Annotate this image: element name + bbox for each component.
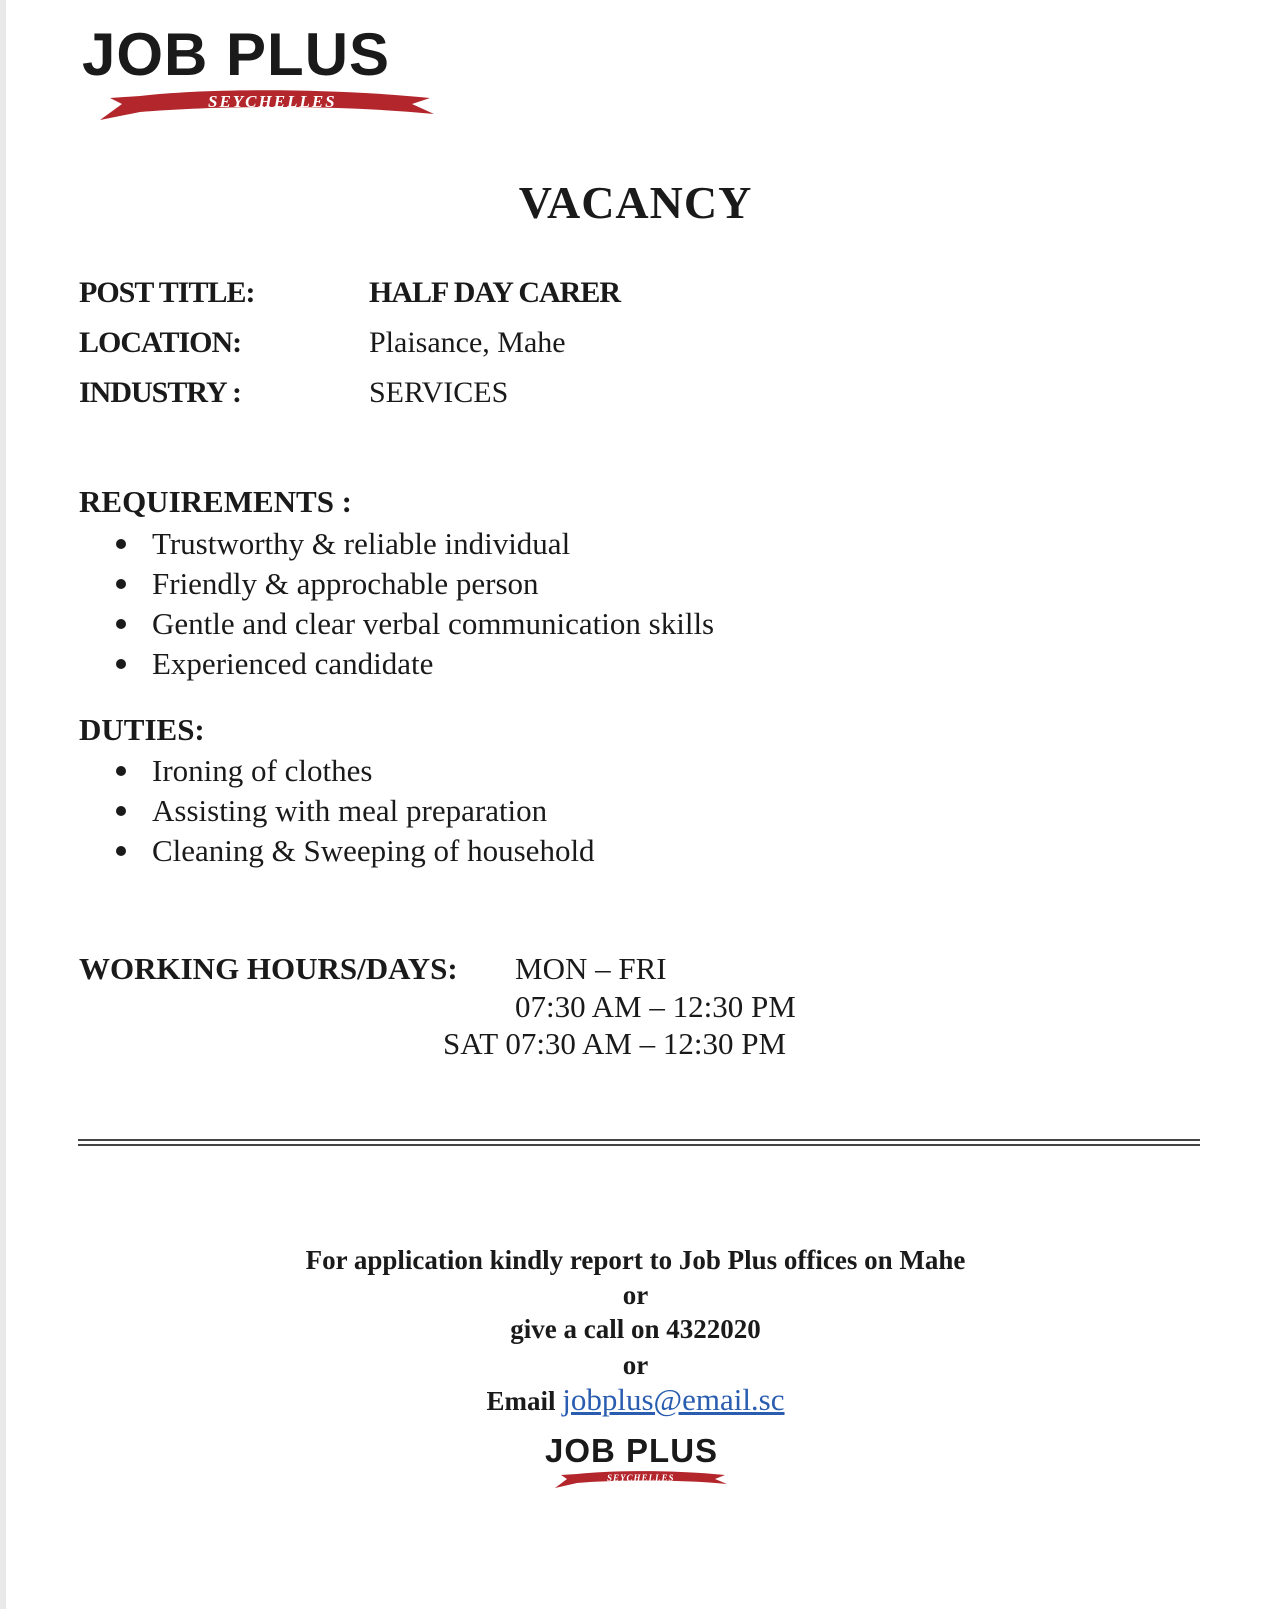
footer-email-line <box>0 1382 1271 1418</box>
bullet-icon <box>116 846 126 856</box>
requirements-list <box>79 524 714 684</box>
page-title: VACANCY <box>518 177 753 228</box>
logo-ribbon-text: SEYCHELLES <box>208 92 337 111</box>
list-item <box>79 831 595 871</box>
working-hours-weekday: 07:30 AM – 12:30 PM <box>515 989 796 1024</box>
logo-ribbon-text: SEYCHELLES <box>607 1473 675 1483</box>
requirement-text: Gentle and clear verbal communication skills <box>152 606 715 641</box>
requirement-text: Friendly & approchable person <box>152 566 539 601</box>
requirements-heading: REQUIREMENTS : <box>79 484 353 519</box>
divider <box>78 1144 1200 1146</box>
list-item <box>79 564 714 604</box>
field-label-location: LOCATION: <box>79 326 242 359</box>
field-label-industry: INDUSTRY : <box>79 376 242 409</box>
requirement-text: Experienced candidate <box>152 646 434 681</box>
list-item <box>79 524 714 564</box>
working-days: MON – FRI <box>515 951 667 986</box>
bullet-icon <box>116 579 126 589</box>
logo-ribbon <box>100 74 450 124</box>
field-value-location: Plaisance, Mahe <box>369 326 566 359</box>
bullet-icon <box>116 806 126 816</box>
requirement-text: Trustworthy & reliable individual <box>152 526 571 561</box>
working-hours-saturday: SAT 07:30 AM – 12:30 PM <box>443 1026 787 1061</box>
field-value-post-title: HALF DAY CARER <box>369 276 621 309</box>
divider <box>78 1139 1200 1141</box>
list-item <box>79 604 714 644</box>
bullet-icon <box>116 539 126 549</box>
duty-text: Cleaning & Sweeping of household <box>152 833 595 868</box>
duty-text: Ironing of clothes <box>152 753 373 788</box>
logo-word: JOB PLUS <box>82 21 391 88</box>
logo-ribbon <box>555 1462 735 1490</box>
field-label-post-title: POST TITLE: <box>79 276 255 309</box>
bullet-icon <box>116 659 126 669</box>
footer-call-text: give a call on 4322020 <box>510 1314 761 1344</box>
duty-text: Assisting with meal preparation <box>152 793 548 828</box>
bullet-icon <box>116 766 126 776</box>
footer-or: or <box>622 1350 649 1380</box>
logo-top <box>82 22 432 122</box>
logo-word: JOB PLUS <box>545 1432 719 1469</box>
list-item <box>79 644 714 684</box>
duties-list <box>79 751 595 871</box>
footer-or: or <box>622 1280 649 1310</box>
footer-email-label: Email <box>486 1386 556 1416</box>
working-hours-label: WORKING HOURS/DAYS: <box>79 951 458 986</box>
field-value-industry: SERVICES <box>369 376 509 409</box>
footer-apply-text: For application kindly report to Job Plus offices on Mahe <box>305 1245 966 1275</box>
email-link[interactable]: jobplus@email.sc <box>562 1382 785 1417</box>
bullet-icon <box>116 619 126 629</box>
duties-heading: DUTIES: <box>79 712 205 747</box>
list-item <box>79 751 595 791</box>
list-item <box>79 791 595 831</box>
logo-bottom <box>545 1432 735 1492</box>
